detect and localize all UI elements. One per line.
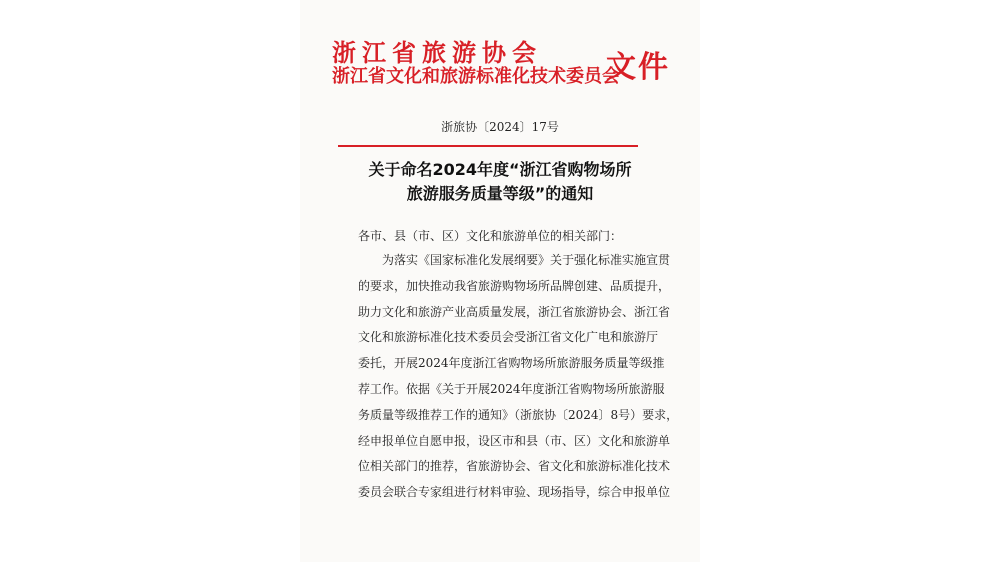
body-line: 为落实《国家标准化发展纲要》关于强化标准实施宣贯 xyxy=(382,253,671,267)
body-line: 经申报单位自愿申报，设区市和县（市、区）文化和旅游单 xyxy=(358,433,671,448)
red-divider-line xyxy=(338,145,638,147)
salutation: 各市、县（市、区）文化和旅游单位的相关部门： xyxy=(358,229,623,243)
body-line: 委托，开展2024年度浙江省购物场所旅游服务质量等级推 xyxy=(358,356,665,371)
document-page xyxy=(300,0,700,562)
body-line: 务质量等级推荐工作的通知》（浙旅协〔2024〕8号）要求， xyxy=(358,407,679,422)
title-line-1: 关于命名2024年度“浙江省购物场所 xyxy=(368,160,632,179)
body-line: 文化和旅游标准化技术委员会受浙江省文化广电和旅游厅 xyxy=(358,330,659,345)
title-line-2: 旅游服务质量等级”的通知 xyxy=(406,184,594,203)
issuing-org-2: 浙江省文化和旅游标准化技术委员会 xyxy=(332,66,620,87)
body-paragraph xyxy=(358,248,679,506)
issuing-org-1: 浙江省旅游协会 xyxy=(332,38,542,67)
document-header xyxy=(332,31,670,95)
document-title xyxy=(300,158,700,206)
body-line: 委员会联合专家组进行材料审验、现场指导，综合申报单位 xyxy=(358,485,671,500)
body-line: 荐工作。依据《关于开展2024年度浙江省购物场所旅游服 xyxy=(358,381,665,396)
document-type-label: 文件 xyxy=(606,50,670,85)
document-number: 浙旅协〔2024〕17号 xyxy=(441,120,559,134)
body-line: 助力文化和旅游产业高质量发展，浙江省旅游协会、浙江省 xyxy=(358,304,671,319)
body-line: 位相关部门的推荐，省旅游协会、省文化和旅游标准化技术 xyxy=(358,459,671,474)
body-line: 的要求，加快推动我省旅游购物场所品牌创建、品质提升， xyxy=(358,278,671,293)
